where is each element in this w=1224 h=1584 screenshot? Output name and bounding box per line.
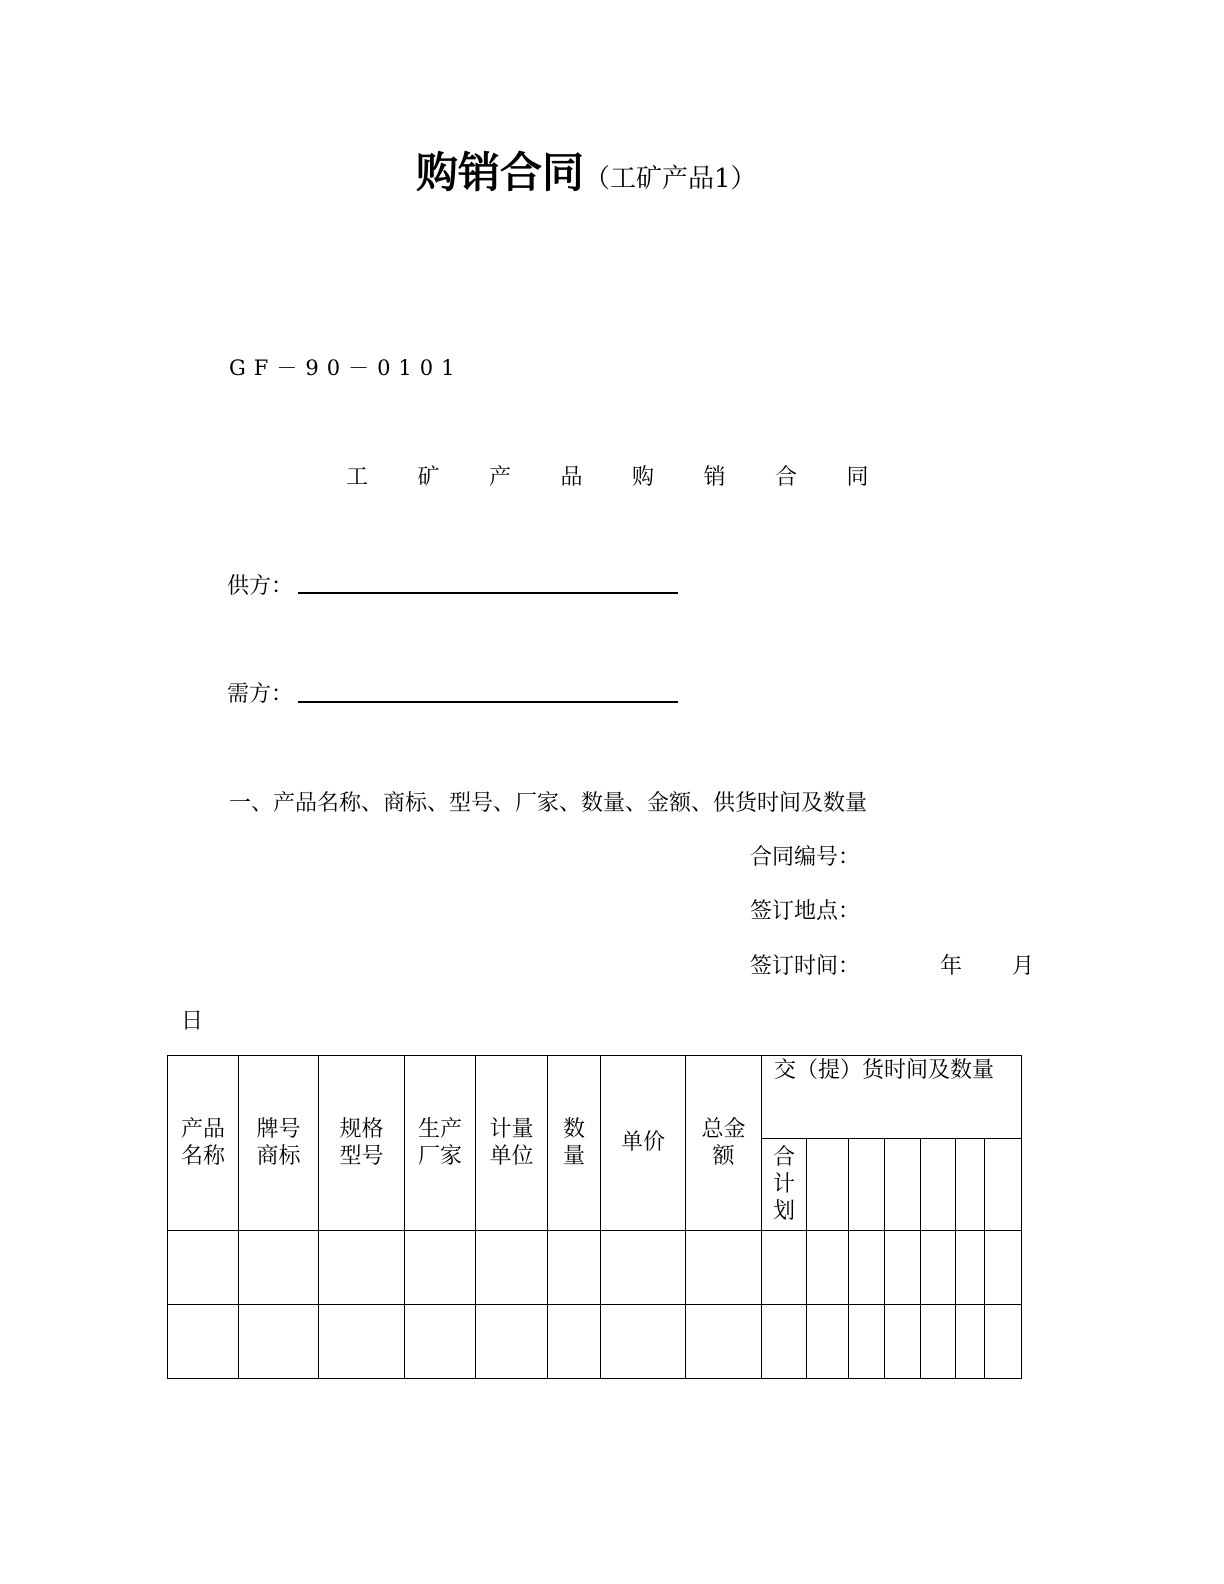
table-cell[interactable] xyxy=(985,1231,1022,1305)
table-cell[interactable] xyxy=(476,1231,548,1305)
contract-heading xyxy=(346,460,918,491)
delivery-period-cell[interactable] xyxy=(849,1139,885,1231)
table-cell[interactable] xyxy=(319,1305,405,1379)
header-unit: 计量单位 xyxy=(476,1056,548,1231)
table-cell[interactable] xyxy=(405,1305,476,1379)
sign-time-label: 签订时间： xyxy=(750,954,861,979)
title-sub-text: （工矿产品1） xyxy=(584,164,757,194)
heading-char: 产 xyxy=(489,465,512,490)
section-1-heading: 一、产品名称、商标、型号、厂家、数量、金额、供货时间及数量 xyxy=(229,791,868,816)
header-brand: 牌号商标 xyxy=(239,1056,319,1231)
table-cell[interactable] xyxy=(548,1231,601,1305)
header-quantity: 数量 xyxy=(548,1056,601,1231)
delivery-period-cell[interactable] xyxy=(807,1139,849,1231)
delivery-period-cell[interactable] xyxy=(956,1139,985,1231)
goods-table xyxy=(167,1055,1022,1379)
table-cell[interactable] xyxy=(762,1231,807,1305)
header-total-amount: 总金额 xyxy=(686,1056,762,1231)
table-cell[interactable] xyxy=(885,1231,921,1305)
table-cell[interactable] xyxy=(239,1231,319,1305)
table-cell[interactable] xyxy=(885,1305,921,1379)
heading-char: 销 xyxy=(703,465,726,490)
table-cell[interactable] xyxy=(601,1231,686,1305)
table-cell[interactable] xyxy=(686,1305,762,1379)
buyer-label: 需方： xyxy=(227,682,294,707)
month-label: 月 xyxy=(1012,954,1035,979)
table-cell[interactable] xyxy=(601,1305,686,1379)
table-cell[interactable] xyxy=(168,1305,239,1379)
table-cell[interactable] xyxy=(762,1305,807,1379)
heading-char: 合 xyxy=(775,465,798,490)
header-unit-price: 单价 xyxy=(601,1056,686,1231)
table-cell[interactable] xyxy=(319,1231,405,1305)
table-cell[interactable] xyxy=(405,1231,476,1305)
header-product-name: 产品名称 xyxy=(168,1056,239,1231)
supplier-label: 供方： xyxy=(227,574,294,599)
supplier-blank-line[interactable] xyxy=(298,592,678,594)
table-cell[interactable] xyxy=(921,1305,956,1379)
document-title xyxy=(416,148,757,204)
table-cell[interactable] xyxy=(849,1231,885,1305)
sign-place-label: 签订地点： xyxy=(750,899,861,924)
table-cell[interactable] xyxy=(807,1231,849,1305)
table-row xyxy=(168,1231,1022,1305)
table-cell[interactable] xyxy=(956,1231,985,1305)
delivery-period-cell[interactable] xyxy=(885,1139,921,1231)
form-code: GF－90－0101 xyxy=(229,356,463,380)
delivery-period-cell[interactable] xyxy=(985,1139,1022,1231)
table-cell[interactable] xyxy=(849,1305,885,1379)
contract-no-label: 合同编号： xyxy=(750,845,861,870)
table-header-row xyxy=(168,1056,1022,1139)
header-spec: 规格型号 xyxy=(319,1056,405,1231)
table-cell[interactable] xyxy=(476,1305,548,1379)
table-cell[interactable] xyxy=(239,1305,319,1379)
table-cell[interactable] xyxy=(807,1305,849,1379)
table-row xyxy=(168,1305,1022,1379)
day-label: 日 xyxy=(181,1009,204,1034)
heading-char: 购 xyxy=(632,465,655,490)
title-main-text: 购销合同 xyxy=(416,148,585,197)
delivery-period-cell[interactable] xyxy=(921,1139,956,1231)
header-manufacturer: 生产厂家 xyxy=(405,1056,476,1231)
table-cell[interactable] xyxy=(548,1305,601,1379)
heading-char: 矿 xyxy=(417,465,440,490)
heading-char: 同 xyxy=(846,465,869,490)
buyer-blank-line[interactable] xyxy=(298,701,678,703)
table-cell[interactable] xyxy=(921,1231,956,1305)
heading-char: 品 xyxy=(560,465,583,490)
header-delivery: 交（提）货时间及数量 xyxy=(762,1056,1022,1139)
table-cell[interactable] xyxy=(686,1231,762,1305)
table-cell[interactable] xyxy=(956,1305,985,1379)
year-label: 年 xyxy=(940,954,963,979)
table-cell[interactable] xyxy=(985,1305,1022,1379)
header-total-plan: 合计划 xyxy=(762,1139,807,1231)
table-cell[interactable] xyxy=(168,1231,239,1305)
heading-char: 工 xyxy=(346,465,369,490)
